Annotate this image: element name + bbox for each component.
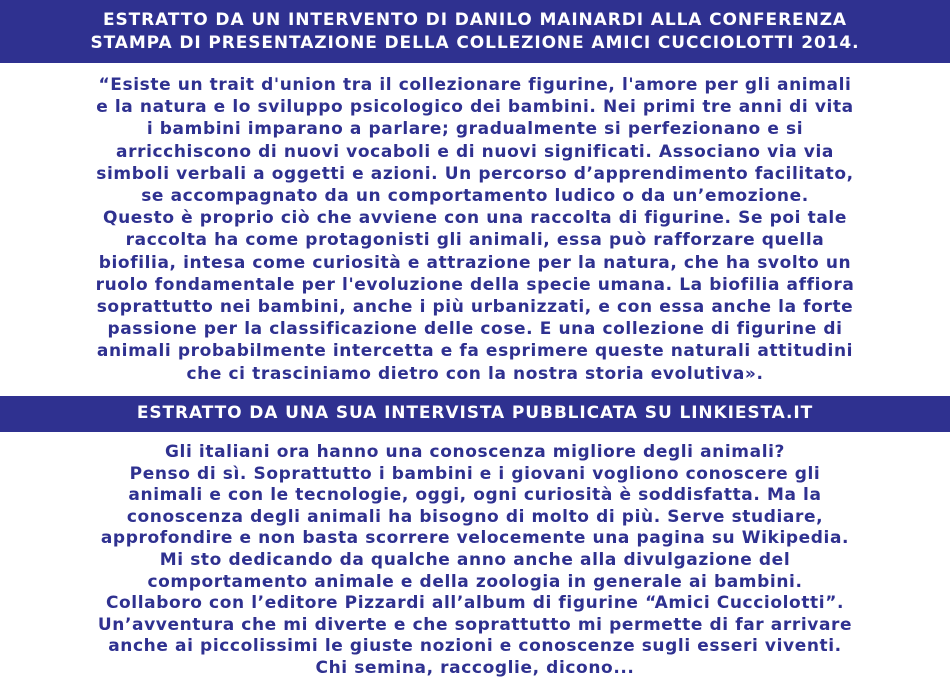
quote-line: ruolo fondamentale per l'evoluzione della specie umana. La biofilia affiora — [95, 274, 855, 295]
quote-line: e la natura e lo sviluppo psicologico dei bambini. Nei primi tre anni di vita — [96, 97, 854, 118]
quote-line: soprattutto nei bambini, anche i più urbanizzati, e con essa anche la forte — [96, 297, 854, 318]
interview-line: Collaboro con l’editore Pizzardi all’album di figurine “Amici Cucciolotti”. — [105, 593, 845, 614]
section-title: ESTRATTO DA UNA SUA INTERVISTA PUBBLICATA SU LINKIESTA.IT — [136, 403, 814, 423]
quote-line: arricchiscono di nuovi vocaboli e di nuovi significati. Associano via via — [116, 141, 834, 162]
quote-line: biofilia, intesa come curiosità e attrazione per la natura, che ha svolto un — [98, 252, 852, 273]
quote-block — [0, 74, 950, 385]
quote-line: i bambini imparano a parlare; gradualmente si perfezionano e si — [146, 119, 804, 140]
interview-line: comportamento animale e della zoologia in generale ai bambini. — [147, 571, 803, 592]
interview-question: Gli italiani ora hanno una conoscenza migliore degli animali? — [164, 442, 786, 462]
header-line: STAMPA DI PRESENTAZIONE DELLA COLLEZIONE AMICI CUCCIOLOTTI 2014. — [90, 33, 860, 53]
interview-block — [0, 442, 950, 680]
interview-line: Mi sto dedicando da qualche anno anche alla divulgazione del — [159, 549, 791, 570]
section-banner — [0, 396, 950, 432]
header-line: ESTRATTO DA UN INTERVENTO DI DANILO MAINARDI ALLA CONFERENZA — [103, 10, 847, 30]
quote-line: animali probabilmente intercetta e fa esprimere queste naturali attitudini — [96, 341, 854, 362]
interview-line: approfondire e non basta scorrere velocemente una pagina su Wikipedia. — [100, 528, 850, 549]
quote-line: che ci trasciniamo dietro con la nostra storia evolutiva». — [186, 363, 764, 384]
quote-line: raccolta ha come protagonisti gli animali, essa può rafforzare quella — [125, 230, 825, 251]
interview-line: Penso di sì. Soprattutto i bambini e i giovani vogliono conoscere gli — [129, 463, 821, 484]
quote-line: “Esiste un trait d'union tra il collezionare figurine, l'amore per gli animali — [98, 75, 852, 95]
header-banner — [0, 0, 950, 63]
quote-line: se accompagnato da un comportamento ludico o da un’emozione. — [141, 186, 809, 207]
interview-line: conoscenza degli animali ha bisogno di molto di più. Serve studiare, — [126, 506, 824, 527]
interview-line: anche ai piccolissimi le giuste nozioni e conoscenze sugli esseri viventi. — [108, 636, 842, 657]
quote-line: simboli verbali a oggetti e azioni. Un percorso d’apprendimento facilitato, — [96, 163, 854, 184]
quote-line: Questo è proprio ciò che avviene con una raccolta di figurine. Se poi tale — [103, 208, 847, 229]
quote-line: passione per la classificazione delle cose. E una collezione di figurine di — [107, 319, 843, 340]
interview-line: animali e con le tecnologie, oggi, ogni curiosità è soddisfatta. Ma la — [128, 485, 822, 506]
interview-line: Chi semina, raccoglie, dicono... — [315, 657, 635, 678]
interview-line: Un’avventura che mi diverte e che soprattutto mi permette di far arrivare — [97, 614, 853, 635]
